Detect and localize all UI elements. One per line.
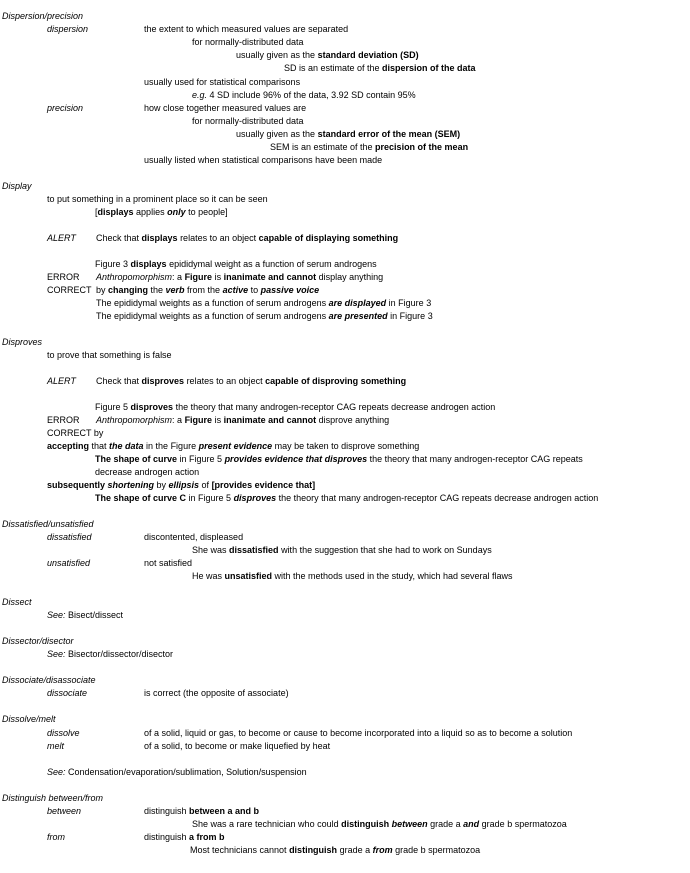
error-text-disproves: Anthropomorphism: a Figure is inanimate and cannot disprove anything bbox=[96, 415, 390, 425]
term-dissolve: dissolve bbox=[47, 728, 80, 738]
entry-title-dissociate: Dissociate/disassociate bbox=[2, 675, 96, 685]
entry-title-display: Display bbox=[2, 181, 32, 191]
entry-title-dispersion-precision: Dispersion/precision bbox=[2, 11, 84, 21]
example-dissatisfied: She was dissatisfied with the suggestion that she had to work on Sundays bbox=[192, 545, 492, 555]
definition-precision: how close together measured values are bbox=[144, 103, 307, 113]
definition-unsatisfied: not satisfied bbox=[144, 558, 193, 568]
example-disproves: Figure 5 disproves the theory that many androgen-receptor CAG repeats decrease androgen action bbox=[95, 402, 496, 412]
alert-label-disproves: ALERT bbox=[47, 376, 76, 386]
example-sd: e.g. 4 SD include 96% of the data, 3.92 SD contain 95% bbox=[192, 90, 416, 100]
correct-label-disproves: CORRECT by bbox=[47, 428, 104, 438]
error-label-display: ERROR bbox=[47, 272, 80, 282]
note-statistical-comparisons: usually used for statistical comparisons bbox=[144, 77, 301, 87]
entry-title-distinguish: Distinguish between/from bbox=[2, 793, 104, 803]
example-between: She was a rare technician who could distinguish between grade a and grade b spermatozoa bbox=[192, 819, 567, 829]
shape-of-curve-line: The shape of curve in Figure 5 provides evidence that disproves the theory that many androgen-receptor CAG repeats bbox=[95, 454, 583, 464]
note-listed: usually listed when statistical comparisons have been made bbox=[144, 155, 383, 165]
entry-title-dissolve: Dissolve/melt bbox=[2, 714, 56, 724]
correct-text-display: by changing the verb from the active to passive voice bbox=[96, 285, 320, 295]
entry-title-dissect: Dissect bbox=[2, 597, 32, 607]
accepting-line: accepting that the data in the Figure present evidence may be taken to disprove something bbox=[47, 441, 420, 451]
note-sem-estimate: SEM is an estimate of the precision of the mean bbox=[270, 142, 469, 152]
term-dispersion: dispersion bbox=[47, 24, 89, 34]
term-unsatisfied: unsatisfied bbox=[47, 558, 91, 568]
note-sd-estimate: SD is an estimate of the dispersion of the data bbox=[284, 63, 476, 73]
error-label-disproves: ERROR bbox=[47, 415, 80, 425]
see-also-dissect: See: Bisect/dissect bbox=[47, 610, 124, 620]
error-text-display: Anthropomorphism: a Figure is inanimate and cannot display anything bbox=[96, 272, 384, 282]
note-usually-sd: usually given as the standard deviation (SD) bbox=[236, 50, 419, 60]
shape-of-curve-c-line: The shape of curve C in Figure 5 disproves the theory that many androgen-receptor CAG repeats decrease androgen action bbox=[95, 493, 599, 503]
entry-title-dissector: Dissector/disector bbox=[2, 636, 74, 646]
correct-label-display: CORRECT bbox=[47, 285, 92, 295]
see-also-dissolve: See: Condensation/evaporation/sublimation, Solution/suspension bbox=[47, 767, 307, 777]
definition-dissociate: is correct (the opposite of associate) bbox=[144, 688, 289, 698]
term-dissociate: dissociate bbox=[47, 688, 88, 698]
note-usually-sem: usually given as the standard error of the mean (SEM) bbox=[236, 129, 461, 139]
fix-example-1: The epididymal weights as a function of serum androgens are displayed in Figure 3 bbox=[96, 298, 432, 308]
example-display: Figure 3 displays epididymal weight as a function of serum androgens bbox=[95, 259, 377, 269]
definition-melt: of a solid, to become or make liquefied by heat bbox=[144, 741, 331, 751]
alert-text-display: Check that displays relates to an object capable of displaying something bbox=[96, 233, 399, 243]
definition-display: to put something in a prominent place so it can be seen bbox=[47, 194, 268, 204]
definition-between: distinguish between a and b bbox=[144, 806, 260, 816]
term-between: between bbox=[47, 806, 82, 816]
term-from: from bbox=[47, 832, 65, 842]
fix-example-2: The epididymal weights as a function of serum androgens are presented in Figure 3 bbox=[96, 311, 433, 321]
definition-dispersion: the extent to which measured values are separated bbox=[144, 24, 349, 34]
note-normal-data-2: for normally-distributed data bbox=[192, 116, 304, 126]
shortening-line: subsequently shortening by ellipsis of [provides evidence that] bbox=[47, 480, 316, 490]
term-precision: precision bbox=[47, 103, 84, 113]
shape-of-curve-continuation: decrease androgen action bbox=[95, 467, 200, 477]
entry-title-dissatisfied: Dissatisfied/unsatisfied bbox=[2, 519, 94, 529]
see-also-dissector: See: Bisector/dissector/disector bbox=[47, 649, 174, 659]
note-display-people: [displays applies only to people] bbox=[95, 207, 228, 217]
alert-label-display: ALERT bbox=[47, 233, 76, 243]
note-normal-data: for normally-distributed data bbox=[192, 37, 304, 47]
alert-text-disproves: Check that disproves relates to an object capable of disproving something bbox=[96, 376, 407, 386]
example-unsatisfied: He was unsatisfied with the methods used in the study, which had several flaws bbox=[192, 571, 513, 581]
term-dissatisfied: dissatisfied bbox=[47, 532, 92, 542]
definition-dissatisfied: discontented, displeased bbox=[144, 532, 244, 542]
definition-disproves: to prove that something is false bbox=[47, 350, 172, 360]
definition-dissolve: of a solid, liquid or gas, to become or cause to become incorporated into a liquid so as to become a solution bbox=[144, 728, 573, 738]
entry-title-disproves: Disproves bbox=[2, 337, 43, 347]
term-melt: melt bbox=[47, 741, 65, 751]
example-from: Most technicians cannot distinguish grade a from grade b spermatozoa bbox=[190, 845, 481, 855]
definition-from: distinguish a from b bbox=[144, 832, 225, 842]
